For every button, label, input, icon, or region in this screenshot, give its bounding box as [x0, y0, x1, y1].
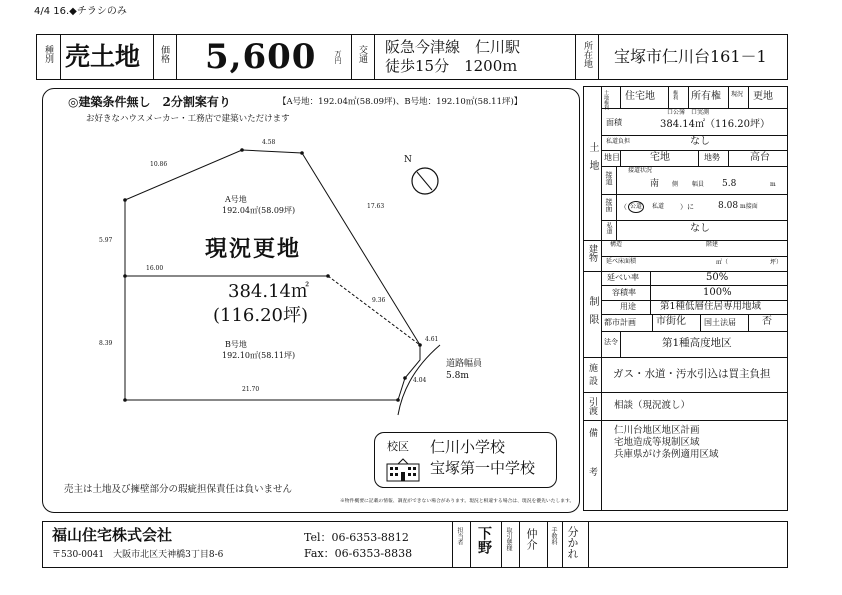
- dim-1: 10.86: [150, 161, 168, 168]
- limits-section-label: 制限: [587, 296, 598, 332]
- area-tsubo: (116.20坪): [213, 305, 309, 326]
- area-sqm: 384.14㎡: [228, 281, 309, 302]
- setback-label: 私道: [605, 222, 612, 234]
- remarks-line-3: 兵庫県がけ条例適用区域: [614, 449, 719, 460]
- phone-number: Tel：06-6353-8812: [304, 531, 409, 544]
- chimoku-label: 地目: [604, 153, 620, 162]
- price-label: 価格: [159, 45, 169, 63]
- delivery-label: 引渡: [587, 397, 597, 415]
- company-name: 福山住宅株式会社: [52, 526, 173, 544]
- dim-2: 4.58: [262, 139, 276, 146]
- price-value: 5,600: [205, 37, 317, 77]
- private-road-label: 私道負担: [606, 138, 631, 145]
- fee-value: 分かれ: [566, 526, 579, 559]
- dim-7: 4.61: [425, 336, 439, 343]
- building-section-label: 建物: [587, 244, 597, 262]
- facility-value: ガス・水道・汚水引込は買主負担: [613, 368, 771, 380]
- structure-label: 構造: [610, 241, 623, 248]
- setback-value: なし: [690, 223, 710, 234]
- land-section-label: 土地: [587, 142, 598, 178]
- road-contact-label: 接道: [605, 171, 613, 185]
- lot-a-name: A号地: [225, 195, 247, 204]
- fee-label: 手数料: [550, 527, 557, 545]
- north-label: N: [404, 155, 412, 165]
- private-road-value: なし: [690, 136, 710, 147]
- road-side: 側: [672, 181, 679, 188]
- ownership-kind-value: 所有権: [691, 91, 721, 102]
- area-value: 384.14㎡（116.20坪）: [660, 119, 770, 130]
- elementary-school: 仁川小学校: [430, 438, 506, 456]
- staff-label: 担当者: [456, 527, 463, 545]
- contact-paren: （: [620, 203, 627, 211]
- terrain-value: 高台: [750, 152, 770, 163]
- frontage-label: 幅員: [692, 181, 705, 188]
- fax-number: Fax：06-6353-8838: [304, 547, 413, 560]
- dim-8: 8.39: [99, 340, 113, 347]
- national-law-value: 否: [762, 316, 772, 327]
- company-address: 〒530-0041 大阪市北区天神橋3丁目8-6: [52, 550, 224, 560]
- use-zone-label: 用途: [620, 302, 636, 311]
- contact-unit: m接面: [740, 203, 758, 210]
- transport-label: 交通: [357, 45, 367, 63]
- contact-private-road: 私道: [652, 203, 665, 210]
- lot-a-area: 192.04㎡(58.09坪): [222, 206, 296, 215]
- disclaimer: 売主は土地及び擁壁部分の瑕疵担保責任は負いません: [64, 484, 293, 495]
- chimoku-value: 宅地: [650, 152, 670, 163]
- floors-label: 階建: [706, 241, 719, 248]
- lot-b-name: B号地: [225, 340, 247, 349]
- area-type: 口公簿 口実測: [667, 109, 710, 116]
- other-law-value: 第1種高度地区: [662, 337, 732, 349]
- school-label: 校区: [387, 440, 409, 453]
- floor-area-ratio-label: 容積率: [612, 288, 636, 297]
- condition-headline: ◎建築条件無し 2分割案有り: [68, 95, 231, 109]
- city-planning-label: 都市計画: [604, 318, 636, 327]
- road-direction: 南: [650, 179, 660, 189]
- type-label: 種別: [43, 45, 53, 63]
- facility-label: 施設: [587, 363, 597, 389]
- location-label: 所在地: [582, 41, 592, 68]
- ownership-kind-label: 権利: [672, 90, 678, 100]
- dim-3: 17.63: [367, 203, 385, 210]
- coverage-value: 50%: [706, 272, 729, 283]
- road-status-label: 接道状況: [628, 167, 653, 174]
- contact-length: 8.08: [718, 201, 739, 211]
- school-building-icon: [386, 458, 420, 482]
- remarks-line-1: 仁川台地区地区計画: [614, 425, 700, 436]
- dim-4: 5.97: [99, 237, 113, 244]
- building-area-unit-tsubo: 坪）: [770, 259, 783, 266]
- land-right-label: 土地権利: [603, 90, 609, 110]
- road-width-label: 道路幅員: [446, 359, 483, 369]
- trade-type-value: 仲介: [525, 528, 538, 550]
- lot-b-area: 192.10㎡(58.11坪): [222, 351, 296, 360]
- current-state-value: 更地: [753, 91, 773, 102]
- contact-public-road: 公道: [628, 201, 644, 213]
- delivery-value: 相談（現況渡し）: [614, 400, 691, 411]
- building-area-label: 延べ床面積: [606, 258, 637, 265]
- remarks-line-2: 宅地造成等規制区域: [614, 437, 700, 448]
- current-state-label: 現況: [731, 91, 744, 98]
- city-planning-value: 市街化: [656, 316, 686, 327]
- location-value: 宝塚市仁川台161－1: [614, 47, 767, 66]
- station: 阪急今津線 仁川駅: [385, 38, 521, 56]
- area-label: 面積: [606, 118, 622, 127]
- land-right-value: 住宅地: [625, 91, 655, 102]
- builder-note: お好きなハウスメーカー・工務店で建築いただけます: [86, 114, 290, 124]
- national-law-label: 国土法届: [704, 318, 736, 327]
- staff-name: 下野: [476, 526, 492, 554]
- other-law-label: 法令: [604, 338, 618, 346]
- contact-to: ）に: [680, 203, 694, 211]
- junior-high-school: 宝塚第一中学校: [430, 459, 536, 477]
- remarks-label: 備考: [587, 428, 597, 506]
- north-compass-icon: [412, 168, 438, 194]
- property-type: 売土地: [65, 42, 141, 71]
- dim-5: 16.00: [146, 265, 164, 272]
- floor-area-ratio-value: 100%: [703, 287, 732, 298]
- frontage-unit: m: [770, 181, 776, 188]
- dim-6: 9.36: [372, 297, 386, 304]
- dim-10: 21.70: [242, 386, 260, 393]
- coverage-label: 延べい率: [607, 273, 639, 282]
- contact-label: 接面: [605, 198, 613, 212]
- road-width-value: 5.8m: [446, 371, 469, 381]
- building-area-unit: ㎡（: [716, 259, 729, 266]
- top-note: 4/4 16.◆チラシのみ: [34, 6, 127, 17]
- trade-type-label: 取引態様: [505, 527, 512, 551]
- current-status: 現況更地: [205, 236, 302, 262]
- walk-distance: 徒歩15分 1200ｍ: [385, 57, 518, 75]
- use-zone-value: 第1種低層住居専用地域: [660, 301, 762, 312]
- lot-split-detail: 【A号地：192.04㎡(58.09坪)、B号地：192.10㎡(58.11坪)】: [278, 97, 523, 107]
- footnote: ※物件概要に記載の情報、調査ができない場合があります。現況と相違する場合は、現況を優先いたします。: [340, 499, 575, 504]
- frontage-value: 5.8: [722, 179, 737, 189]
- terrain-label: 地勢: [704, 153, 720, 162]
- dim-9: 4.04: [413, 377, 427, 384]
- price-unit: 万円: [334, 50, 342, 64]
